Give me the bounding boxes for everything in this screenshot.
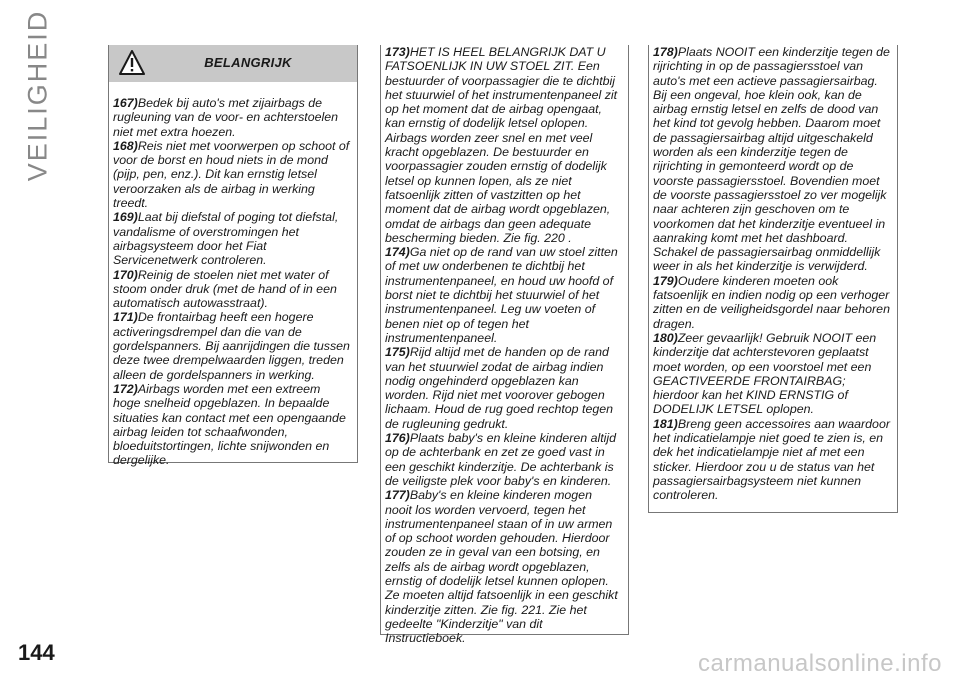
note-171: 171)De frontairbag heeft een hogere activeringsdrempel dan die van de gordelspanners. Bij aanrijdingen die tussen deze twee drempelwaarden liggen, treden alleen de gordelspanners in werking.	[113, 310, 350, 382]
note-175: 175)Rijd altijd met de handen op de rand van het stuurwiel zodat de airbag indien nodig ongehinderd opgeblazen kan worden. Rijd niet met voorover gebogen lichaam. Houd de rug goed rechtop tegen de rugleuning gedrukt.	[385, 345, 614, 431]
note-178: 178)Plaats NOOIT een kinderzitje tegen de rijrichting in op de passagiersstoel van auto's met een actieve passagiersairbag. Bij een ongeval, hoe klein ook, kan de airbag ernstig letsel en zelfs de dood van het kind tot gevolg hebben. Daarom moet de passagiersairbag altijd uitgeschakeld worden als een kinderzitje tegen de rijrichting in gemonteerd wordt op de voorste passagiersstoel. Bovendien moet de voorste passagiersstoel zo ver mogelijk naar achteren zijn geschoven om te voorkomen dat het kinderzitje eventueel in aanraking komt met het dashboard. Schakel de passagiersairbag onmiddellijk weer in als het kinderzitje is verwijderd.	[653, 45, 890, 274]
warning-box-title: BELANGRIJK	[204, 55, 292, 71]
note-179: 179)Oudere kinderen moeten ook fatsoenlijk en indien nodig op een verhoger zitten en de veiligheidsgordel naar behoren dragen.	[653, 273, 890, 331]
note-167: 167)Bedek bij auto's met zijairbags de rugleuning van de voor- en achterstoelen niet met extra hoezen.	[113, 96, 339, 139]
note-181: 181)Breng geen accessoires aan waardoor het indicatielampje niet goed te zien is, en dek het indicatielampje niet af met een sticker. Hierdoor zou u de status van het passagiersairbagsysteem niet kunnen controleren.	[653, 416, 890, 503]
note-176: 176)Plaats baby's en kleine kinderen altijd op de achterbank en zet ze goed vast in een geschikt kinderzitje. De achterbank is de veiligste plek voor baby's en kinderen.	[385, 431, 617, 488]
column-3	[648, 45, 898, 513]
note-177: 177)Baby's en kleine kinderen mogen nooit los worden vervoerd, tegen het instrumentenpaneel staan of in uw armen of op schoot worden gehouden. Hierdoor zouden ze in geval van een botsing, en zelfs als de airbag wordt opgeblazen, ernstig of dodelijk letsel kunnen oplopen. Ze moeten altijd fatsoenlijk in een geschikt kinderzitje zitten. Zie fig. 221. Zie het gedeelte "Kinderzitje" van dit Instructieboek.	[385, 488, 618, 646]
note-174: 174)Ga niet op de rand van uw stoel zitten of met uw onderbenen te dichtbij het instrumentenpaneel, en houd uw hoofd of borst niet te dichtbij het stuurwiel of het instrumentenpaneel. Leg uw voeten of benen niet op of tegen het instrumentenpaneel.	[385, 245, 618, 345]
column-3-body	[653, 45, 891, 503]
column-2-body	[385, 45, 622, 645]
section-title: VEILIGHEID	[22, 9, 53, 181]
warning-box	[108, 45, 358, 468]
section-label	[8, 9, 68, 181]
note-168: 168)Reis niet met voorwerpen op schoot of voor de borst en houd niets in de mond (pijp, pen, enz.). Dit kan ernstig letsel veroorzaken als de airbag in werking treedt.	[113, 138, 350, 211]
warning-box-header	[109, 45, 357, 82]
page-number: 144	[18, 640, 55, 665]
column-1-body	[109, 82, 357, 468]
warning-triangle-icon	[119, 50, 145, 75]
watermark: carmanualsonline.info	[698, 650, 942, 677]
note-169: 169)Laat bij diefstal of poging tot diefstal, vandalisme of overstromingen het airbagsysteem door het Fiat Servicenetwerk controleren.	[113, 210, 339, 268]
note-172: 172)Airbags worden met een extreem hoge snelheid opgeblazen. In bepaalde situaties kan contact met een opengaande airbag leiden tot schaafwonden, bloeduitstortingen, lichte snijwonden en dergelijke.	[113, 381, 346, 468]
column-2	[380, 45, 629, 646]
note-180: 180)Zeer gevaarlijk! Gebruik NOOIT een kinderzitje dat achterstevoren geplaatst moet worden, op een voorstoel met een GEACTIVEERDE FRONTAIRBAG; hierdoor kan het KIND ERNSTIG of DODELIJK LETSEL oplopen.	[653, 330, 877, 417]
note-173: 173)HET IS HEEL BELANGRIJK DAT U FATSOENLIJK IN UW STOEL ZIT. Een bestuurder of voorpassagier die te dichtbij het stuurwiel of het instrumentenpaneel zit op het moment dat de airbag opengaat, kan ernstig of dodelijk letsel oplopen. Airbags worden zeer snel en met veel kracht opgeblazen. De bestuurder en voorpassagier zouden ernstig of dodelijk letsel op kunnen lopen, als ze niet fatsoenlijk zitten of vastzitten op het moment dat de airbag wordt opgeblazen, omdat de airbags dan geen adequate bescherming bieden. Zie fig. 220 .	[385, 45, 618, 245]
note-170: 170)Reinig de stoelen niet met water of stoom onder druk (met de hand of in een automatisch autowasstraat).	[113, 267, 337, 311]
